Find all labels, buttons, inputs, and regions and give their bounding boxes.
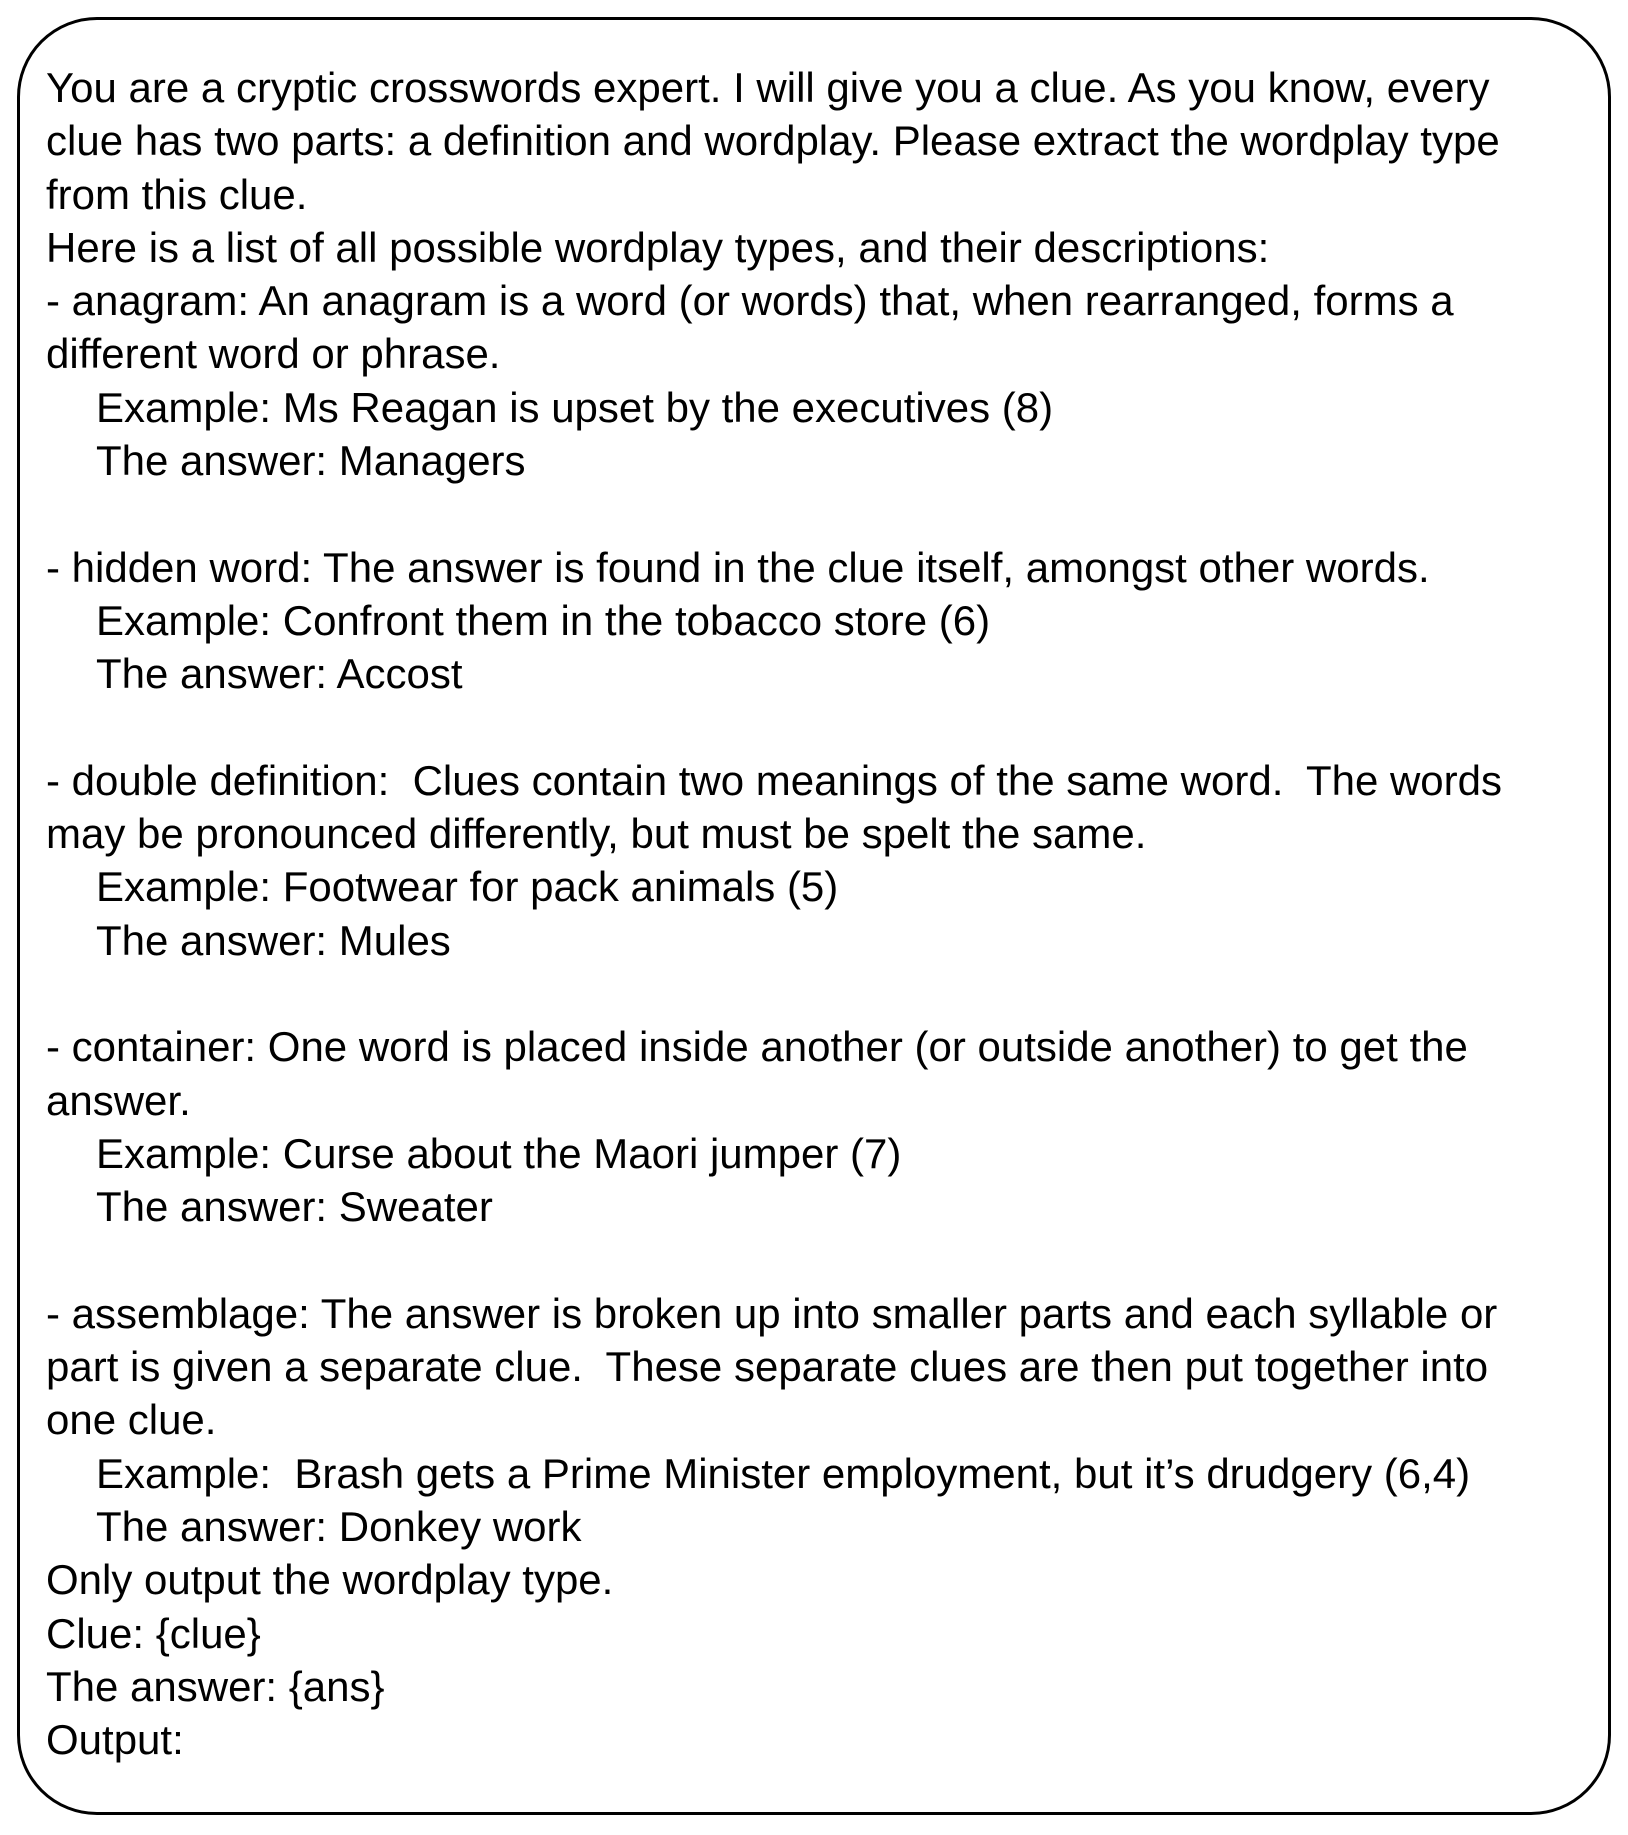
container-description: answer.: [46, 1076, 191, 1124]
assemblage-description: - assemblage: The answer is broken up into smaller parts and each syllable or: [46, 1289, 1498, 1337]
spacer: [46, 967, 1606, 1020]
hidden-word-description: - hidden word: The answer is found in the clue itself, amongst other words.: [46, 543, 1430, 591]
intro-line: from this clue.: [46, 170, 308, 218]
assemblage-example: Example: Brash gets a Prime Minister employment, but it’s drudgery (6,4): [96, 1449, 1471, 1497]
anagram-example: Example: Ms Reagan is upset by the executives (8): [96, 383, 1054, 431]
spacer: [46, 1234, 1606, 1287]
hidden-word-example: Example: Confront them in the tobacco store (6): [96, 596, 991, 644]
spacer: [46, 701, 1606, 754]
answer-placeholder-line: The answer: {ans}: [46, 1662, 385, 1710]
anagram-description: different word or phrase.: [46, 330, 501, 378]
intro-line: clue has two parts: a definition and wordplay. Please extract the wordplay type: [46, 117, 1500, 165]
anagram-answer: The answer: Managers: [96, 437, 526, 485]
double-definition-description: may be pronounced differently, but must be spelt the same.: [46, 810, 1147, 858]
intro-line: You are a cryptic crosswords expert. I will give you a clue. As you know, every: [46, 64, 1490, 111]
assemblage-answer: The answer: Donkey work: [96, 1503, 582, 1551]
spacer: [46, 487, 1606, 540]
prompt-text: [46, 61, 1606, 1767]
assemblage-description: one clue.: [46, 1396, 217, 1444]
container-description: - container: One word is placed inside another (or outside another) to get the: [46, 1023, 1468, 1071]
double-definition-example: Example: Footwear for pack animals (5): [96, 863, 839, 911]
double-definition-answer: The answer: Mules: [96, 916, 451, 964]
double-definition-description: - double definition: Clues contain two meanings of the same word. The words: [46, 756, 1503, 804]
container-answer: The answer: Sweater: [96, 1183, 493, 1231]
output-label: Output:: [46, 1716, 184, 1764]
instruction-line: Only output the wordplay type.: [46, 1556, 614, 1604]
hidden-word-answer: The answer: Accost: [96, 650, 463, 698]
container-example: Example: Curse about the Maori jumper (7): [96, 1129, 902, 1177]
clue-placeholder-line: Clue: {clue}: [46, 1609, 261, 1657]
anagram-description: - anagram: An anagram is a word (or words) that, when rearranged, forms a: [46, 277, 1454, 325]
assemblage-description: part is given a separate clue. These separate clues are then put together into: [46, 1343, 1489, 1391]
intro-line: Here is a list of all possible wordplay types, and their descriptions:: [46, 223, 1270, 271]
